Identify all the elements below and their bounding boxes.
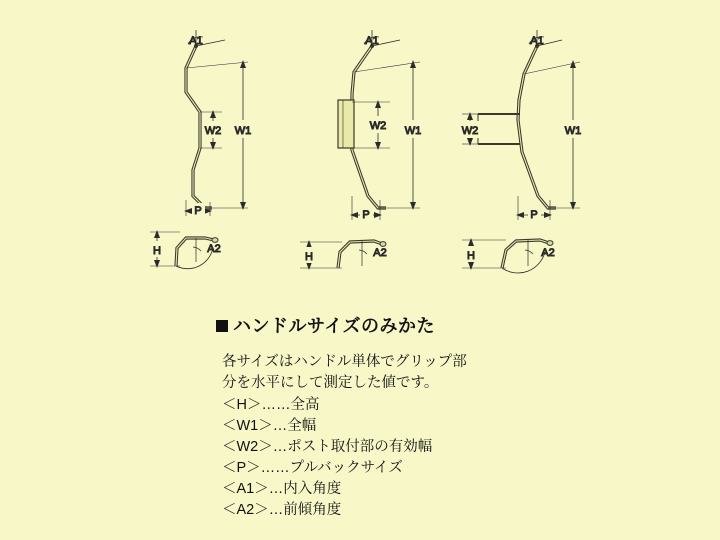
explanation-paragraph: [222, 352, 686, 394]
label-w1-diagram2: W1: [404, 125, 422, 137]
explanation-block: [216, 312, 686, 521]
label-w2-diagram2: W2: [369, 120, 387, 132]
label-w1-diagram1: W1: [234, 125, 252, 137]
diagram-2-front-view: [338, 30, 422, 221]
label-w2-diagram3: W2: [461, 125, 479, 137]
label-a2-diagram2: A2: [373, 247, 387, 259]
legend-list: [222, 395, 686, 521]
label-w1-diagram3: W1: [564, 125, 582, 137]
legend-item-p: ＜P＞……プルバックサイズ: [222, 460, 403, 476]
legend-item-w1: ＜W1＞…全幅: [222, 418, 317, 434]
legend-item-h: ＜H＞……全高: [222, 397, 320, 413]
label-p-diagram3: P: [530, 209, 538, 221]
paragraph-line: 分を水平にして測定した値です。: [222, 375, 439, 391]
diagram-2-side-view: [300, 240, 387, 270]
label-a1-diagram2: A1: [365, 35, 379, 47]
section-heading-text: ハンドルサイズのみかた: [233, 316, 436, 336]
label-a2-diagram1: A2: [207, 243, 221, 255]
diagram-3-side-view: [462, 238, 555, 273]
label-p-diagram2: P: [362, 209, 370, 221]
square-bullet-icon: [216, 320, 228, 332]
section-heading: [216, 312, 686, 338]
label-a1-diagram1: A1: [189, 35, 203, 47]
label-a1-diagram3: A1: [530, 35, 544, 47]
label-h-diagram3: H: [467, 250, 475, 262]
diagram-3-front-view: [462, 30, 582, 221]
legend-item-w2: ＜W2＞…ポスト取付部の有効幅: [222, 439, 433, 455]
label-h-diagram2: H: [305, 251, 313, 263]
paragraph-line: 各サイズはハンドル単体でグリップ部: [222, 354, 467, 370]
label-p-diagram1: P: [194, 205, 202, 217]
diagram-1-front-view: [184, 30, 252, 217]
label-w2-diagram1: W2: [204, 125, 222, 137]
label-h-diagram1: H: [153, 245, 161, 257]
label-a2-diagram3: A2: [541, 247, 555, 259]
legend-item-a1: ＜A1＞…内入角度: [222, 481, 342, 497]
diagram-1-side-view: [150, 230, 221, 269]
legend-item-a2: ＜A2＞…前傾角度: [222, 502, 342, 518]
